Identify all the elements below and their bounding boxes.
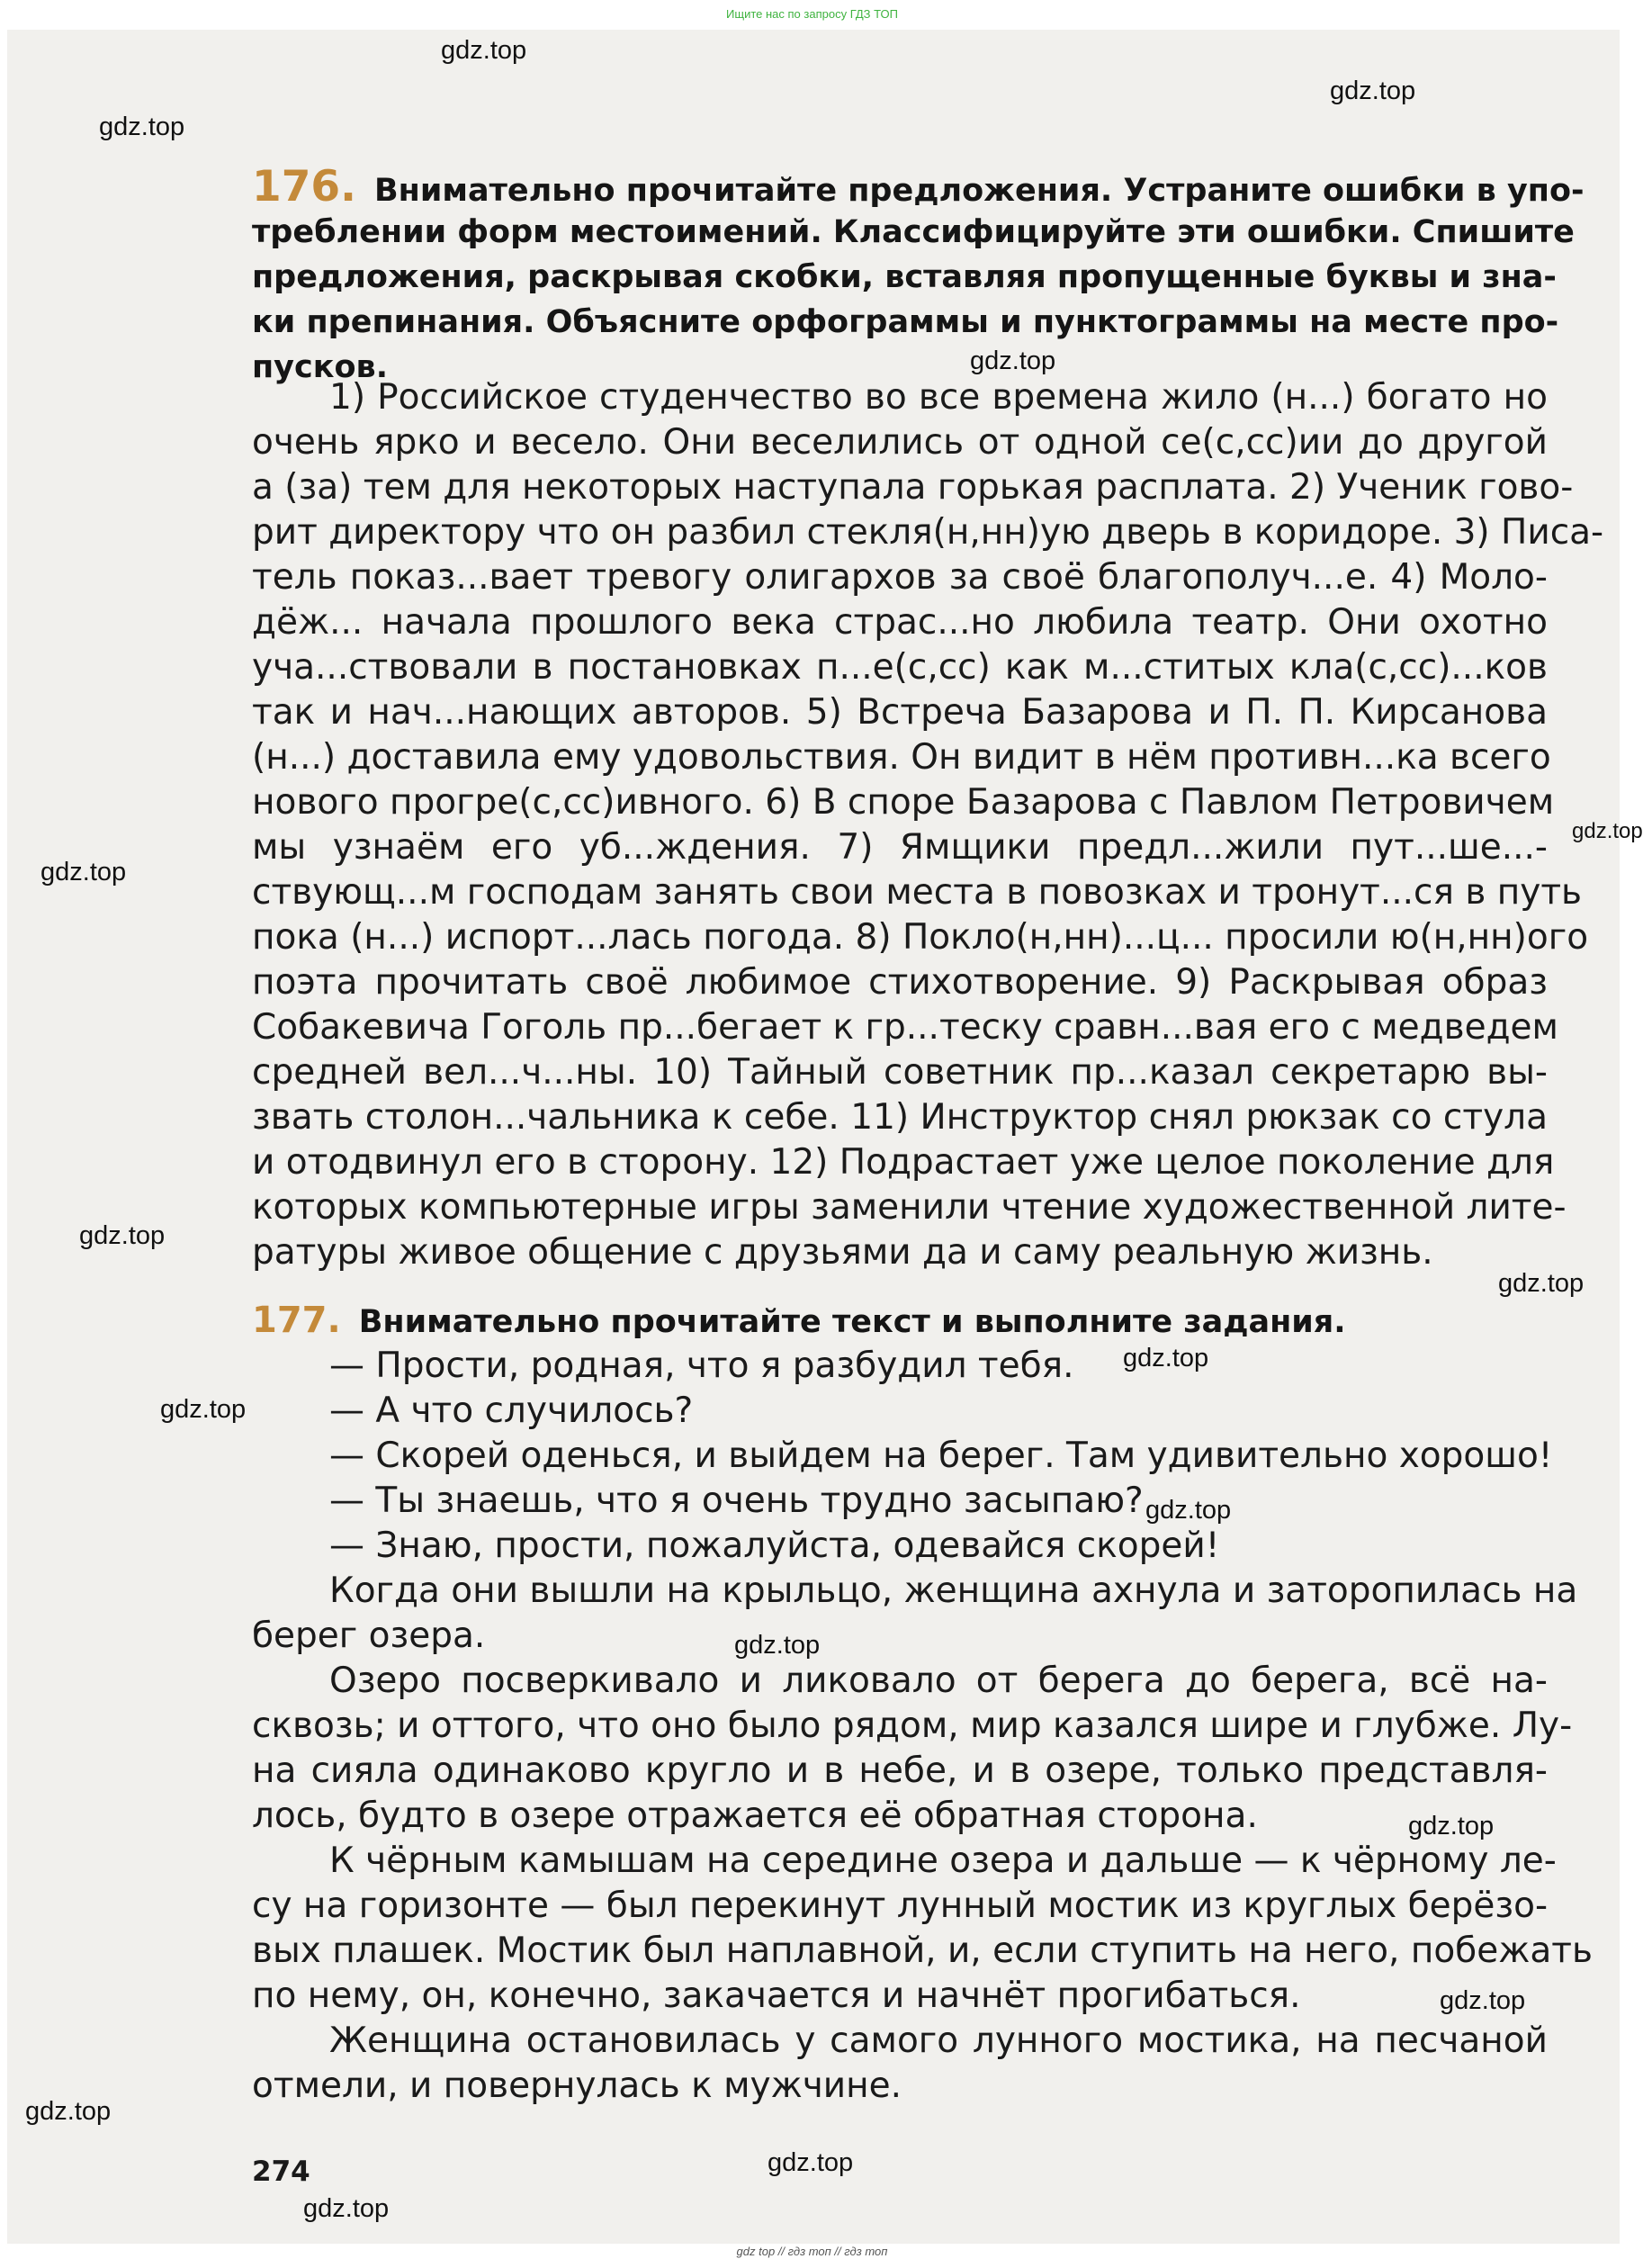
ex176-header-text: Внимательно прочитайте предложения. Устраните ошибки в упо- <box>373 173 1585 209</box>
ex176-body-line: которых компьютерные игры заменили чтение художественной лите- <box>252 1187 1567 1228</box>
watermark: gdz.top <box>303 2194 390 2223</box>
ex177-body-line: лось, будто в озере отражается её обратная сторона. <box>252 1796 1258 1836</box>
watermark: gdz.top <box>1440 1986 1526 2015</box>
ex176-body-line: тель показ...вает тревогу олигархов за своё благополуч...е. 4) Моло- <box>252 557 1548 598</box>
watermark: gdz.top <box>40 858 127 886</box>
ex176-body-line: очень ярко и весело. Они веселились от одной се(с,сс)ии до другой <box>252 422 1548 463</box>
ex176-number: 176. <box>252 162 356 212</box>
ex176-body-line: так и нач...нающих авторов. 5) Встреча Базарова и П. П. Кирсанова <box>252 692 1548 733</box>
ex177-body-line: Когда они вышли на крыльцо, женщина ахнула и заторопилась на <box>329 1570 1578 1611</box>
watermark: gdz.top <box>1408 1812 1495 1840</box>
ex177-body-line: К чёрным камышам на середине озера и дальше — к чёрному ле- <box>329 1840 1557 1881</box>
ex177-body-line: сквозь; и оттого, что оно было рядом, мир казался шире и глубже. Лу- <box>252 1706 1573 1746</box>
watermark: gdz.top <box>768 2148 854 2177</box>
ex176-body-line: рит директору что он разбил стекля(н,нн)ую дверь в коридоре. 3) Писа- <box>252 512 1604 553</box>
ex177-body-line: отмели, и повернулась к мужчине. <box>252 2066 902 2106</box>
ex177-dialogue-line: — А что случилось? <box>329 1390 694 1431</box>
watermark: gdz.top <box>1145 1496 1232 1525</box>
ex177-dialogue-line: — Ты знаешь, что я очень трудно засыпаю? <box>329 1480 1144 1521</box>
ex176-body-line: (н...) доставила ему удовольствия. Он видит в нём противн...ка всего <box>252 737 1551 778</box>
watermark: gdz.top <box>734 1631 821 1660</box>
ex176-body-line: 1) Российское студенчество во все времена жило (н...) богато но <box>329 377 1548 418</box>
ex176-body-line: средней вел...ч...ны. 10) Тайный советник пр...казал секретарю вы- <box>252 1052 1548 1093</box>
ex176-body-line: дёж... начала прошлого века страс...но любила театр. Они охотно <box>252 602 1548 643</box>
ex176-header-line: предложения, раскрывая скобки, вставляя пропущенные буквы и зна- <box>252 259 1557 295</box>
ex177-body-line: су на горизонте — был перекинут лунный мостик из круглых берёзо- <box>252 1886 1549 1926</box>
ex176-body-line: мы узнаём его уб...ждения. 7) Ямщики предл...жили пут...ше...- <box>252 827 1548 868</box>
ex177-number: 177. <box>252 1300 341 1341</box>
ex176-body-line: и отодвинул его в сторону. 12) Подрастает уже целое поколение для <box>252 1142 1555 1183</box>
watermark: gdz.top <box>25 2097 112 2126</box>
watermark: gdz.top <box>970 346 1056 375</box>
top-banner[interactable]: Ищите нас по запросу ГДЗ ТОП <box>726 7 898 21</box>
exercise-177-header <box>252 1298 1548 1343</box>
ex177-body-line: Женщина остановилась у самого лунного мостика, на песчаной <box>329 2020 1548 2061</box>
ex176-body-line: Собакевича Гоголь пр...бегает к гр...теску сравн...вая его с медведем <box>252 1007 1558 1048</box>
ex177-body-line: на сияла одинаково кругло и в небе, и в озере, только представля- <box>252 1750 1548 1791</box>
ex177-dialogue-line: — Скорей оденься, и выйдем на берег. Там удивительно хорошо! <box>329 1436 1553 1476</box>
ex176-body-line: поэта прочитать своё любимое стихотворение. 9) Раскрывая образ <box>252 962 1548 1003</box>
bottom-banner[interactable]: gdz top // гдз топ // гдз топ <box>736 2245 888 2258</box>
watermark: gdz.top <box>99 112 185 141</box>
exercise-176-header <box>252 162 1585 390</box>
watermark: gdz.top <box>1572 819 1643 843</box>
ex176-body-line: а (за) тем для некоторых наступала горькая расплата. 2) Ученик гово- <box>252 467 1574 508</box>
exercise-177-body <box>252 1344 1593 2109</box>
ex177-body-line: вых плашек. Мостик был наплавной, и, если ступить на него, побежать <box>252 1930 1593 1971</box>
watermark: gdz.top <box>160 1395 247 1424</box>
watermark: gdz.top <box>1498 1269 1585 1298</box>
ex176-header-line: ки препинания. Объясните орфограммы и пунктограммы на месте про- <box>252 304 1559 340</box>
ex176-body-line: ствующ...м господам занять свои места в повозках и тронут...ся в путь <box>252 872 1583 913</box>
ex176-body-line: нового прогре(с,сс)ивного. 6) В споре Базарова с Павлом Петровичем <box>252 782 1555 823</box>
ex177-body-line: берег озера. <box>252 1616 486 1656</box>
page-number: 274 <box>252 2156 310 2188</box>
ex176-body-line: ратуры живое общение с друзьями да и саму реальную жизнь. <box>252 1232 1433 1273</box>
exercise-176-body <box>252 375 1604 1275</box>
ex177-dialogue-line: — Прости, родная, что я разбудил тебя. <box>329 1346 1074 1386</box>
ex177-dialogue-line: — Знаю, прости, пожалуйста, одевайся скорей! <box>329 1526 1220 1566</box>
ex177-body-line: по нему, он, конечно, закачается и начнёт прогибаться. <box>252 1976 1301 2016</box>
watermark: gdz.top <box>79 1221 166 1250</box>
ex176-header-line: треблении форм местоимений. Классифицируйте эти ошибки. Спишите <box>252 214 1575 250</box>
watermark: gdz.top <box>441 36 527 65</box>
ex176-header-line: пусков. <box>252 349 388 385</box>
ex176-body-line: пока (н...) испорт...лась погода. 8) Покло(н,нн)...ц... просили ю(н,нн)ого <box>252 917 1589 958</box>
watermark: gdz.top <box>1123 1344 1209 1372</box>
ex176-body-line: уча...ствовали в постановках п...е(с,сс) как м...ститых кла(с,сс)...ков <box>252 647 1548 688</box>
watermark: gdz.top <box>1330 76 1416 105</box>
ex177-header-line <box>252 1298 1548 1343</box>
ex177-body-line: Озеро посверкивало и ликовало от берега до берега, всё на- <box>329 1660 1548 1701</box>
ex177-header-text: Внимательно прочитайте текст и выполните задания. <box>358 1304 1346 1340</box>
ex176-header-line <box>252 162 1585 212</box>
ex176-body-line: звать столон...чальника к себе. 11) Инструктор снял рюкзак со стула <box>252 1097 1548 1138</box>
